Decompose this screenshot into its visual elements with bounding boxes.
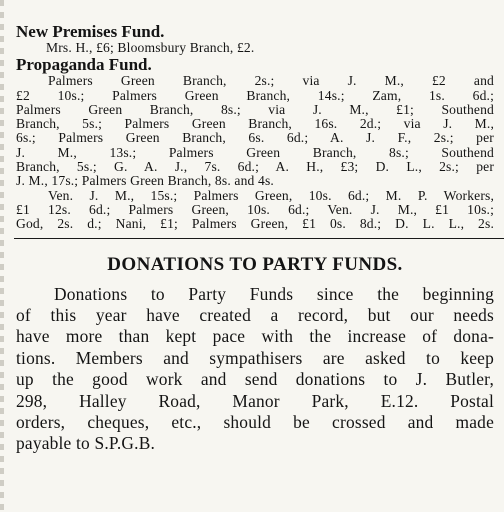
propaganda-line: J. M., 17s.; Palmers Green Branch, 8s. and 4s. — [16, 173, 274, 189]
propaganda-line: Branch, 5s.; Palmers Green Branch, 16s. 2d.; via J. M., — [16, 116, 494, 132]
donations-line: 298, Halley Road, Manor Park, E.12. Postal — [16, 390, 494, 411]
donations-line: tions. Members and sympathisers are asked to keep — [16, 347, 494, 368]
section-divider — [14, 238, 504, 239]
donations-line: have more than kept pace with the increase of dona- — [16, 326, 494, 347]
donations-line: Donations to Party Funds since the beginning — [54, 283, 494, 304]
propaganda-line: God, 2s. d.; Nani, £1; Palmers Green, £1 0s. 8d.; D. L. L., 2s. — [16, 216, 494, 232]
propaganda-line: Palmers Green Branch, 2s.; via J. M., £2 and — [48, 73, 494, 89]
propaganda-heading: Propaganda Fund. — [16, 55, 152, 75]
donations-line: of this year have created a record, but our needs — [16, 304, 494, 325]
donations-title: DONATIONS TO PARTY FUNDS. — [107, 253, 403, 275]
new-premises-heading: New Premises Fund. — [16, 22, 165, 41]
new-premises-line: Mrs. H., £6; Bloomsbury Branch, £2. — [46, 40, 255, 55]
propaganda-line: Ven. J. M., 15s.; Palmers Green, 10s. 6d.; M. P. Workers, — [48, 187, 494, 203]
donations-line: orders, cheques, etc., should be crossed and made — [16, 412, 494, 432]
propaganda-line: Branch, 5s.; G. A. J., 7s. 6d.; A. H., £3; D. L., 2s.; per — [16, 159, 494, 175]
donations-line: payable to S.P.G.B. — [16, 433, 156, 454]
propaganda-line: 6s.; Palmers Green Branch, 6s. 6d.; A. J. F., 2s.; per — [16, 130, 494, 146]
propaganda-line: J. M., 13s.; Palmers Green Branch, 8s.; Southend — [16, 144, 494, 160]
propaganda-list — [16, 74, 494, 231]
donations-paragraph — [16, 284, 494, 455]
propaganda-line: £2 10s.; Palmers Green Branch, 14s.; Zam, 1s. 6d.; — [16, 87, 494, 103]
propaganda-line: £1 12s. 6d.; Palmers Green, 10s. 6d.; Ven. J. M., £1 10s.; — [16, 201, 494, 217]
donations-line: up the good work and send donations to J. Butler, — [16, 369, 494, 390]
propaganda-line: Palmers Green Branch, 8s.; via J. M., £1; Southend — [16, 101, 494, 117]
